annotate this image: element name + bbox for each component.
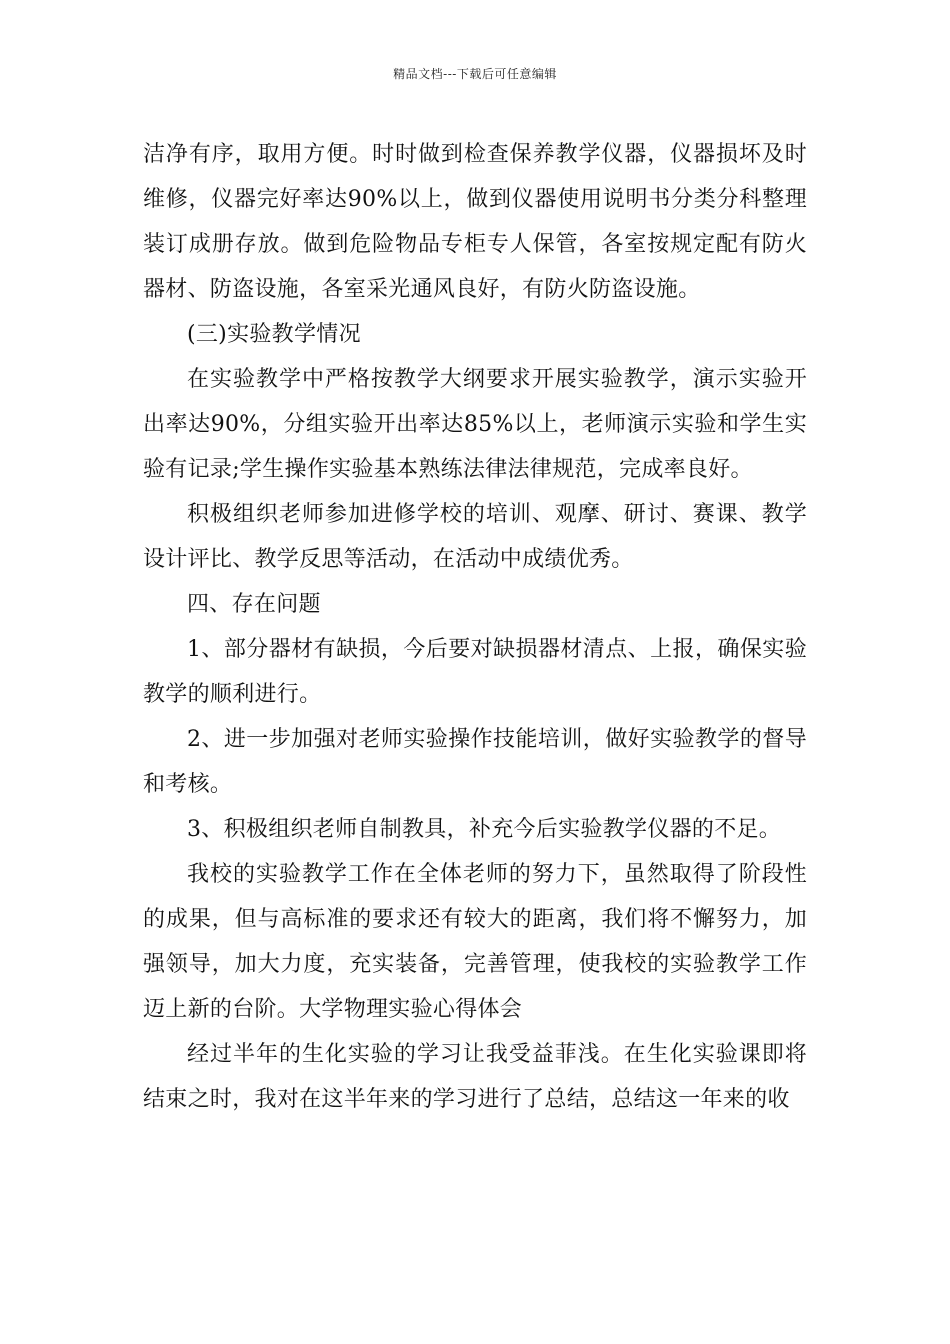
page-header: 精品文档---下载后可任意编辑: [393, 67, 557, 81]
paragraph-1: 洁净有序，取用方便。时时做到检查保养教学仪器，仪器损坏及时维修，仪器完好率达90%以上，做到仪器使用说明书分类分科整理装订成册存放。做到危险物品专柜专人保管，各室按规定配有防火器材、防盗设施，各室采光通风良好，有防火防盗设施。: [143, 142, 807, 302]
list-item-2: 2、进一步加强对老师实验操作技能培训，做好实验教学的督导和考核。: [143, 727, 807, 797]
list-item-1: 1、部分器材有缺损，今后要对缺损器材清点、上报，确保实验教学的顺利进行。: [143, 637, 807, 707]
document-body: [143, 132, 807, 1122]
paragraph-3: 在实验教学中严格按教学大纲要求开展实验教学，演示实验开出率达90%，分组实验开出率达85%以上，老师演示实验和学生实验有记录;学生操作实验基本熟练法律法律规范，完成率良好。: [143, 367, 807, 482]
paragraph-conclusion: 我校的实验教学工作在全体老师的努力下，虽然取得了阶段性的成果，但与高标准的要求还有较大的距离，我们将不懈努力，加强领导，加大力度，充实装备，完善管理，使我校的实验教学工作迈上新的台阶。大学物理实验心得体会: [143, 862, 807, 1022]
paragraph-last: 经过半年的生化实验的学习让我受益菲浅。在生化实验课即将结束之时，我对在这半年来的学习进行了总结，总结这一年来的收: [143, 1042, 807, 1112]
list-item-3: 3、积极组织老师自制教具，补充今后实验教学仪器的不足。: [187, 817, 782, 842]
section-heading-experiment-teaching: (三)实验教学情况: [187, 322, 361, 347]
paragraph-4: 积极组织老师参加进修学校的培训、观摩、研讨、赛课、教学设计评比、教学反思等活动，在活动中成绩优秀。: [143, 502, 807, 572]
section-heading-problems: 四、存在问题: [187, 592, 321, 617]
